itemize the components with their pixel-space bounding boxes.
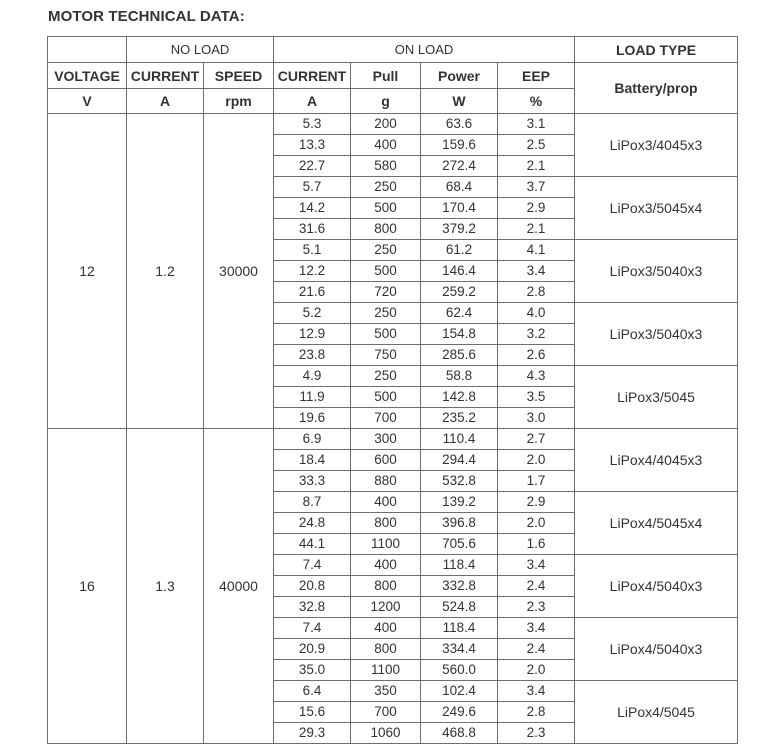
speed-cell: 40000 <box>204 429 274 744</box>
pull-cell: 500 <box>351 198 421 219</box>
on-load-current-cell: 21.6 <box>274 282 351 303</box>
header-on-load: ON LOAD <box>274 37 575 63</box>
power-cell: 61.2 <box>421 240 498 261</box>
eep-cell: 4.1 <box>498 240 575 261</box>
eep-cell: 2.5 <box>498 135 575 156</box>
eep-cell: 3.4 <box>498 618 575 639</box>
eep-cell: 3.2 <box>498 324 575 345</box>
on-load-current-cell: 5.1 <box>274 240 351 261</box>
pull-cell: 1100 <box>351 534 421 555</box>
eep-cell: 2.3 <box>498 723 575 744</box>
load-type-cell: LiPox3/4045x3 <box>575 114 738 177</box>
load-type-cell: LiPox3/5040x3 <box>575 240 738 303</box>
eep-cell: 2.4 <box>498 639 575 660</box>
power-cell: 532.8 <box>421 471 498 492</box>
power-cell: 334.4 <box>421 639 498 660</box>
header-on-current: CURRENT <box>274 63 351 89</box>
pull-cell: 800 <box>351 576 421 597</box>
load-type-cell: LiPox3/5045 <box>575 366 738 429</box>
pull-cell: 250 <box>351 303 421 324</box>
pull-cell: 800 <box>351 639 421 660</box>
on-load-current-cell: 5.2 <box>274 303 351 324</box>
eep-cell: 2.8 <box>498 702 575 723</box>
eep-cell: 2.0 <box>498 660 575 681</box>
power-cell: 62.4 <box>421 303 498 324</box>
on-load-current-cell: 19.6 <box>274 408 351 429</box>
power-cell: 110.4 <box>421 429 498 450</box>
eep-cell: 2.1 <box>498 156 575 177</box>
on-load-current-cell: 7.4 <box>274 618 351 639</box>
header-speed: SPEED <box>204 63 274 89</box>
eep-cell: 2.1 <box>498 219 575 240</box>
pull-cell: 500 <box>351 324 421 345</box>
power-cell: 235.2 <box>421 408 498 429</box>
load-type-cell: LiPox4/5040x3 <box>575 555 738 618</box>
eep-cell: 3.4 <box>498 681 575 702</box>
power-cell: 705.6 <box>421 534 498 555</box>
on-load-current-cell: 33.3 <box>274 471 351 492</box>
header-load-type: LOAD TYPE <box>575 37 738 63</box>
unit-speed: rpm <box>204 89 274 114</box>
eep-cell: 1.6 <box>498 534 575 555</box>
unit-voltage: V <box>48 89 127 114</box>
pull-cell: 580 <box>351 156 421 177</box>
pull-cell: 200 <box>351 114 421 135</box>
power-cell: 142.8 <box>421 387 498 408</box>
power-cell: 272.4 <box>421 156 498 177</box>
pull-cell: 400 <box>351 135 421 156</box>
eep-cell: 4.0 <box>498 303 575 324</box>
eep-cell: 4.3 <box>498 366 575 387</box>
load-type-cell: LiPox4/5045x4 <box>575 492 738 555</box>
pull-cell: 720 <box>351 282 421 303</box>
on-load-current-cell: 5.3 <box>274 114 351 135</box>
unit-current: A <box>127 89 204 114</box>
on-load-current-cell: 23.8 <box>274 345 351 366</box>
pull-cell: 500 <box>351 261 421 282</box>
voltage-cell: 12 <box>48 114 127 429</box>
power-cell: 102.4 <box>421 681 498 702</box>
eep-cell: 1.7 <box>498 471 575 492</box>
power-cell: 118.4 <box>421 618 498 639</box>
load-type-cell: LiPox4/4045x3 <box>575 429 738 492</box>
eep-cell: 2.9 <box>498 492 575 513</box>
power-cell: 249.6 <box>421 702 498 723</box>
on-load-current-cell: 5.7 <box>274 177 351 198</box>
power-cell: 118.4 <box>421 555 498 576</box>
pull-cell: 300 <box>351 429 421 450</box>
on-load-current-cell: 35.0 <box>274 660 351 681</box>
power-cell: 159.6 <box>421 135 498 156</box>
unit-eep: % <box>498 89 575 114</box>
header-eep: EEP <box>498 63 575 89</box>
on-load-current-cell: 14.2 <box>274 198 351 219</box>
on-load-current-cell: 22.7 <box>274 156 351 177</box>
on-load-current-cell: 12.9 <box>274 324 351 345</box>
eep-cell: 2.4 <box>498 576 575 597</box>
pull-cell: 250 <box>351 177 421 198</box>
header-voltage: VOLTAGE <box>48 63 127 89</box>
load-type-cell: LiPox3/5045x4 <box>575 177 738 240</box>
unit-power: W <box>421 89 498 114</box>
header-power: Power <box>421 63 498 89</box>
power-cell: 396.8 <box>421 513 498 534</box>
pull-cell: 750 <box>351 345 421 366</box>
power-cell: 170.4 <box>421 198 498 219</box>
eep-cell: 3.5 <box>498 387 575 408</box>
power-cell: 379.2 <box>421 219 498 240</box>
eep-cell: 3.0 <box>498 408 575 429</box>
on-load-current-cell: 15.6 <box>274 702 351 723</box>
power-cell: 58.8 <box>421 366 498 387</box>
power-cell: 285.6 <box>421 345 498 366</box>
on-load-current-cell: 29.3 <box>274 723 351 744</box>
pull-cell: 1060 <box>351 723 421 744</box>
speed-cell: 30000 <box>204 114 274 429</box>
header-no-load: NO LOAD <box>127 37 274 63</box>
on-load-current-cell: 24.8 <box>274 513 351 534</box>
on-load-current-cell: 6.9 <box>274 429 351 450</box>
load-type-cell: LiPox3/5040x3 <box>575 303 738 366</box>
on-load-current-cell: 44.1 <box>274 534 351 555</box>
on-load-current-cell: 12.2 <box>274 261 351 282</box>
header-pull: Pull <box>351 63 421 89</box>
pull-cell: 800 <box>351 513 421 534</box>
on-load-current-cell: 18.4 <box>274 450 351 471</box>
power-cell: 560.0 <box>421 660 498 681</box>
eep-cell: 3.4 <box>498 555 575 576</box>
pull-cell: 800 <box>351 219 421 240</box>
pull-cell: 400 <box>351 618 421 639</box>
eep-cell: 3.4 <box>498 261 575 282</box>
pull-cell: 500 <box>351 387 421 408</box>
header-current: CURRENT <box>127 63 204 89</box>
pull-cell: 400 <box>351 555 421 576</box>
header-battery-prop: Battery/prop <box>575 63 738 114</box>
power-cell: 68.4 <box>421 177 498 198</box>
power-cell: 139.2 <box>421 492 498 513</box>
on-load-current-cell: 20.9 <box>274 639 351 660</box>
pull-cell: 1200 <box>351 597 421 618</box>
pull-cell: 400 <box>351 492 421 513</box>
on-load-current-cell: 31.6 <box>274 219 351 240</box>
unit-on-current: A <box>274 89 351 114</box>
pull-cell: 880 <box>351 471 421 492</box>
unit-pull: g <box>351 89 421 114</box>
eep-cell: 2.3 <box>498 597 575 618</box>
motor-data-table <box>47 36 738 744</box>
power-cell: 63.6 <box>421 114 498 135</box>
power-cell: 294.4 <box>421 450 498 471</box>
eep-cell: 2.9 <box>498 198 575 219</box>
power-cell: 524.8 <box>421 597 498 618</box>
eep-cell: 2.7 <box>498 429 575 450</box>
power-cell: 154.8 <box>421 324 498 345</box>
eep-cell: 2.0 <box>498 513 575 534</box>
eep-cell: 2.0 <box>498 450 575 471</box>
no-load-current-cell: 1.3 <box>127 429 204 744</box>
pull-cell: 250 <box>351 366 421 387</box>
power-cell: 468.8 <box>421 723 498 744</box>
power-cell: 146.4 <box>421 261 498 282</box>
table-row <box>48 114 738 135</box>
eep-cell: 3.7 <box>498 177 575 198</box>
pull-cell: 1100 <box>351 660 421 681</box>
power-cell: 259.2 <box>421 282 498 303</box>
pull-cell: 350 <box>351 681 421 702</box>
eep-cell: 2.6 <box>498 345 575 366</box>
load-type-cell: LiPox4/5045 <box>575 681 738 744</box>
no-load-current-cell: 1.2 <box>127 114 204 429</box>
eep-cell: 2.8 <box>498 282 575 303</box>
on-load-current-cell: 8.7 <box>274 492 351 513</box>
pull-cell: 600 <box>351 450 421 471</box>
on-load-current-cell: 6.4 <box>274 681 351 702</box>
table-row <box>48 429 738 450</box>
on-load-current-cell: 20.8 <box>274 576 351 597</box>
on-load-current-cell: 7.4 <box>274 555 351 576</box>
on-load-current-cell: 13.3 <box>274 135 351 156</box>
load-type-cell: LiPox4/5040x3 <box>575 618 738 681</box>
on-load-current-cell: 11.9 <box>274 387 351 408</box>
pull-cell: 250 <box>351 240 421 261</box>
eep-cell: 3.1 <box>498 114 575 135</box>
on-load-current-cell: 4.9 <box>274 366 351 387</box>
pull-cell: 700 <box>351 702 421 723</box>
pull-cell: 700 <box>351 408 421 429</box>
on-load-current-cell: 32.8 <box>274 597 351 618</box>
header-blank <box>48 37 127 63</box>
page-title: MOTOR TECHNICAL DATA: <box>48 8 245 25</box>
voltage-cell: 16 <box>48 429 127 744</box>
power-cell: 332.8 <box>421 576 498 597</box>
